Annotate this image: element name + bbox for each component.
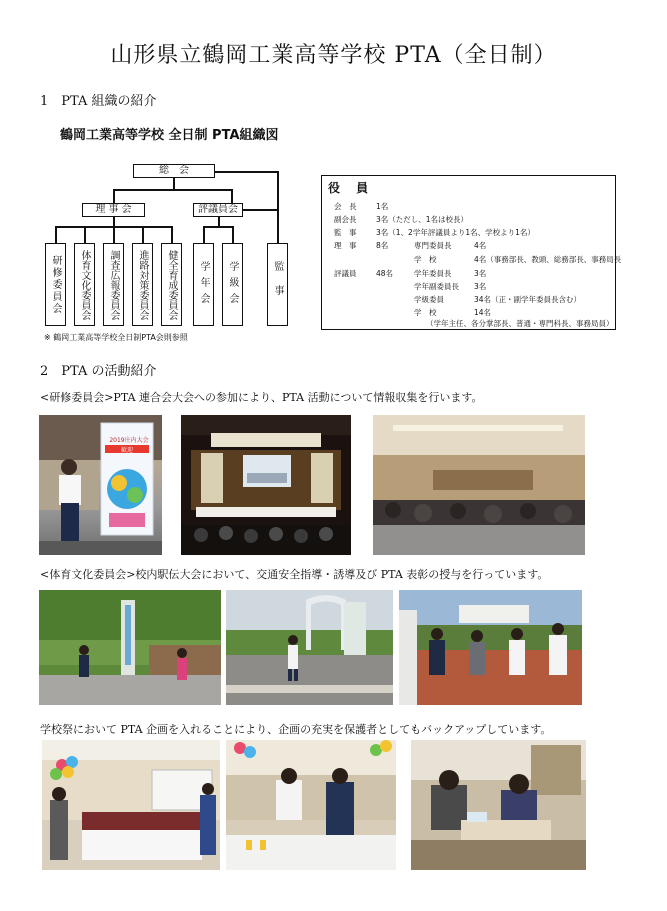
board-box: 理 事 会 bbox=[82, 203, 145, 217]
sign-welcome-text: 歓迎 bbox=[120, 447, 133, 454]
convention-stage-photo bbox=[181, 415, 351, 555]
general-assembly-box: 総 会 bbox=[133, 164, 215, 178]
class-meeting-box: 学級会 bbox=[222, 243, 243, 326]
runners-at-school-gate-photo bbox=[39, 590, 221, 705]
students-serving-drinks-photo bbox=[226, 740, 396, 870]
council-box: 評議員会 bbox=[193, 203, 243, 217]
committee-career: 進路対策委員会 bbox=[132, 243, 153, 326]
section2-heading: 2 PTA の活動紹介 bbox=[40, 364, 157, 379]
classroom-booth-balloons-photo bbox=[42, 740, 220, 870]
activity-caption-training: <研修委員会>PTA 連合会大会への参加により、PTA 活動について情報収集を行います。 bbox=[40, 391, 483, 404]
committee-development: 健全育成委員会 bbox=[161, 243, 182, 326]
org-chart-title: 鶴岡工業高等学校 全日制 PTA組織図 bbox=[60, 128, 279, 143]
award-ceremony-track-photo bbox=[399, 590, 582, 705]
officers-box: 役 員 会 長 1名 副会長 3名（ただし、1名は校長） 監 事 3名（1、2学年評議員より1名、学校より1名） 理 事 8名 専門委員長 4名 学 校 4名（事務部長、教頭、総務部長、事務局長 評議員 48名 学年委員長 3名 学年副委員長 3名 学級委員 34名（正・副学年委員長含む） 学 校 14名 （学年主任、各分掌部長、普通・専門科長、事務局員） bbox=[321, 175, 616, 330]
grade-meeting-box: 学年会 bbox=[193, 243, 214, 326]
committee-sports-culture: 体育文化委員会 bbox=[74, 243, 95, 326]
activity-caption-festival: 学校祭において PTA 企画を入れることにより、企画の充実を保護者としてもバックアップしています。 bbox=[40, 723, 552, 736]
runner-on-road-photo bbox=[226, 590, 393, 705]
section1-heading: 1 PTA 組織の紹介 bbox=[40, 94, 157, 109]
committee-research-pr: 調査広報委員会 bbox=[103, 243, 124, 326]
man-standing-by-convention-sign-photo bbox=[39, 415, 162, 555]
auditor-box: 監事 bbox=[267, 243, 288, 326]
activity-caption-sports: <体育文化委員会>校内駅伝大会において、交通安全指導・誘導及び PTA 表彰の授与を行っています。 bbox=[40, 568, 549, 581]
committee-training: 研修委員会 bbox=[45, 243, 66, 326]
org-chart-note: ※ 鶴岡工業高等学校全日制PTA会則参照 bbox=[44, 333, 188, 342]
convention-hall-audience-photo bbox=[373, 415, 585, 555]
sign-year-text: 2019庄内大会 bbox=[109, 437, 149, 444]
officers-title: 役 員 bbox=[328, 181, 375, 195]
page-title: 山形県立鶴岡工業高等学校 PTA（全日制） bbox=[110, 43, 557, 68]
parents-pouring-drinks-photo bbox=[411, 740, 586, 870]
